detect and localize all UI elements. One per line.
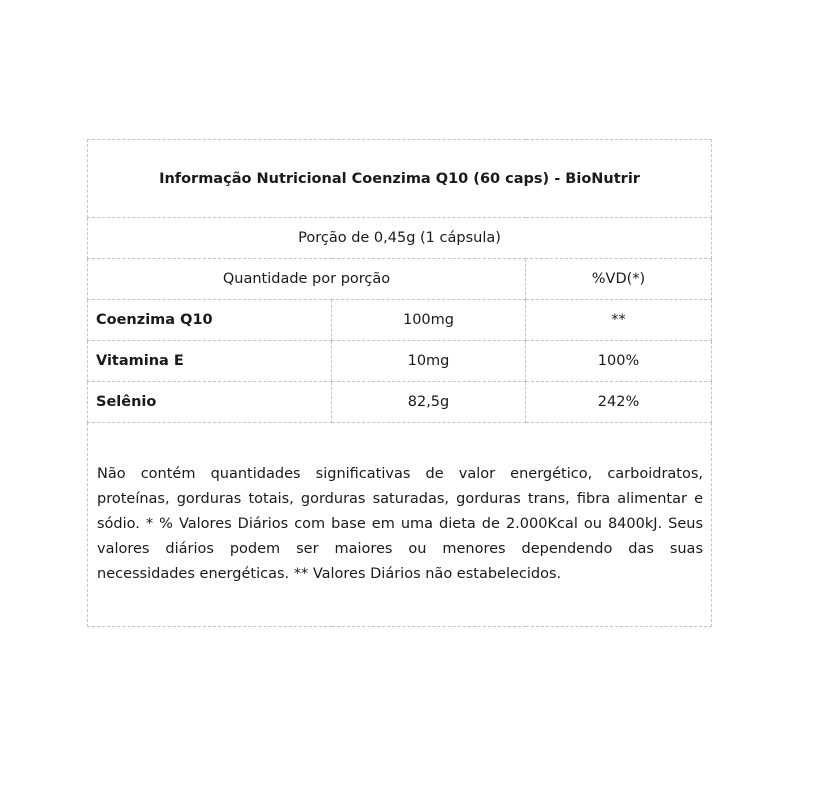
table-row — [88, 382, 712, 423]
table-title: Informação Nutricional Coenzima Q10 (60 caps) - BioNutrir — [88, 140, 712, 218]
header-row — [88, 259, 712, 300]
nutrient-vd: 100% — [526, 341, 712, 382]
nutrient-name: Coenzima Q10 — [88, 300, 332, 341]
table-row — [88, 341, 712, 382]
nutrient-vd: 242% — [526, 382, 712, 423]
nutrient-name: Vitamina E — [88, 341, 332, 382]
portion-row — [88, 218, 712, 259]
footnote-row — [88, 423, 712, 627]
footnote-cell — [88, 423, 712, 627]
nutrient-amount: 82,5g — [332, 382, 526, 423]
footnote-text: Não contém quantidades significativas de valor energético, carboidratos, proteínas, gorduras totais, gorduras saturadas, gorduras trans, fibra alimentar e sódio. * % Valores Diários com base em uma dieta de 2.000Kcal ou 8400kJ. Seus valores diários podem ser maiores ou menores dependendo das suas necessidades energéticas. ** Valores Diários não estabelecidos. — [97, 466, 704, 582]
table-row — [88, 300, 712, 341]
nutrient-vd: ** — [526, 300, 712, 341]
header-vd: %VD(*) — [526, 259, 712, 300]
header-quantity: Quantidade por porção — [88, 259, 526, 300]
portion-size: Porção de 0,45g (1 cápsula) — [88, 218, 712, 259]
nutrient-name: Selênio — [88, 382, 332, 423]
nutrient-amount: 100mg — [332, 300, 526, 341]
title-row — [88, 140, 712, 218]
nutrient-amount: 10mg — [332, 341, 526, 382]
nutrition-facts-table — [87, 139, 712, 627]
